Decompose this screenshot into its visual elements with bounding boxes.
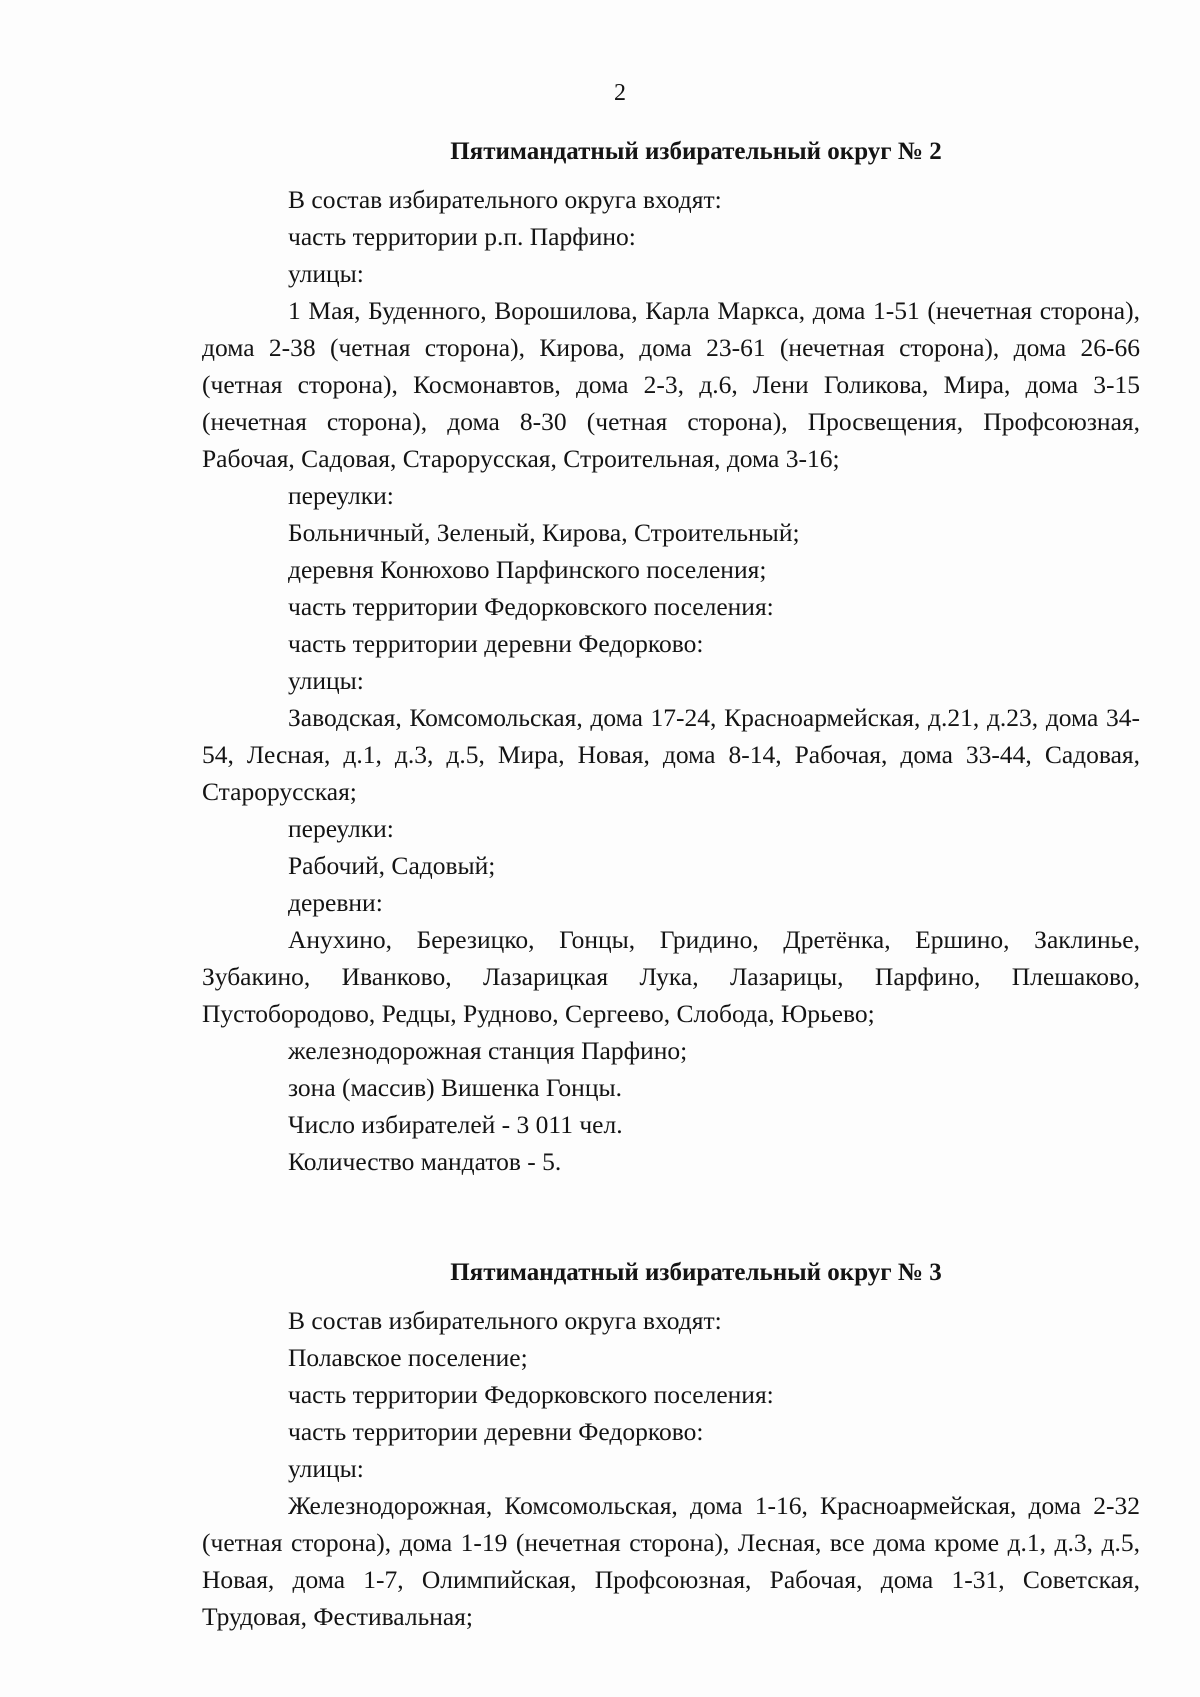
district-2-mandates: Количество мандатов - 5. (288, 1147, 562, 1176)
district-2-title: Пятимандатный избирательный округ № 2 (450, 138, 942, 165)
district-3-settlement: Полавское поселение; (288, 1343, 528, 1372)
page-number: 2 (614, 80, 626, 106)
district-2-lanes-label: переулки: (288, 481, 394, 510)
district-3-title: Пятимандатный избирательный округ № 3 (450, 1259, 942, 1286)
district-3-intro: В состав избирательного округа входят: (288, 1306, 722, 1335)
district-2-territory3: часть территории деревни Федорково: (288, 629, 704, 658)
district-3-streets-label: улицы: (288, 1454, 364, 1483)
district-2-lanes2-label: переулки: (288, 814, 394, 843)
district-2-streets: 1 Мая, Буденного, Ворошилова, Карла Маркса, дома 1-51 (нечетная сторона), дома 2-38 (четная сторона), Кирова, дома 23-61 (нечетная сторона), дома 26-66 (четная сторона), Космонавтов, дома 2-3, д.6, Лени Голикова, Мира, дома 3-15 (нечетная сторона), дома 8-30 (четная сторона), Просвещения, Профсоюзная, Рабочая, Садовая, Старорусская, Строительная, дома 3-16; (202, 296, 1140, 473)
district-3-section (202, 1256, 1140, 1635)
district-3-territory3: часть территории деревни Федорково: (288, 1417, 704, 1446)
district-2-section (202, 135, 1140, 1180)
district-3-territory2: часть территории Федорковского поселения: (288, 1380, 774, 1409)
district-2-intro: В состав избирательного округа входят: (288, 185, 722, 214)
district-2-territory2: часть территории Федорковского поселения: (288, 592, 774, 621)
district-2-territory: часть территории р.п. Парфино: (288, 222, 636, 251)
district-2-zone: зона (массив) Вишенка Гонцы. (288, 1073, 622, 1102)
district-2-streets2: Заводская, Комсомольская, дома 17-24, Красноармейская, д.21, д.23, дома 34-54, Лесная, д.1, д.3, д.5, Мира, Новая, дома 8-14, Рабочая, дома 33-44, Садовая, Старорусская; (202, 703, 1140, 806)
district-2-villages-label: деревни: (288, 888, 383, 917)
district-2-streets-label: улицы: (288, 259, 364, 288)
district-2-lanes2: Рабочий, Садовый; (288, 851, 496, 880)
district-2-lanes: Больничный, Зеленый, Кирова, Строительный; (288, 518, 800, 547)
district-2-voters: Число избирателей - 3 011 чел. (288, 1110, 623, 1139)
district-2-village: деревня Конюхово Парфинского поселения; (288, 555, 767, 584)
district-3-streets: Железнодорожная, Комсомольская, дома 1-16, Красноармейская, дома 2-32 (четная сторона), дома 1-19 (нечетная сторона), Лесная, все дома кроме д.1, д.3, д.5, Новая, дома 1-7, Олимпийская, Профсоюзная, Рабочая, дома 1-31, Советская, Трудовая, Фестивальная; (202, 1491, 1140, 1631)
district-2-villages: Анухино, Березицко, Гонцы, Гридино, Дретёнка, Ершино, Заклинье, Зубакино, Иванково, Лазарицкая Лука, Лазарицы, Парфино, Плешаково, Пустобородово, Редцы, Рудново, Сергеево, Слобода, Юрьево; (202, 925, 1140, 1028)
district-2-station: железнодорожная станция Парфино; (288, 1036, 688, 1065)
district-2-streets2-label: улицы: (288, 666, 364, 695)
